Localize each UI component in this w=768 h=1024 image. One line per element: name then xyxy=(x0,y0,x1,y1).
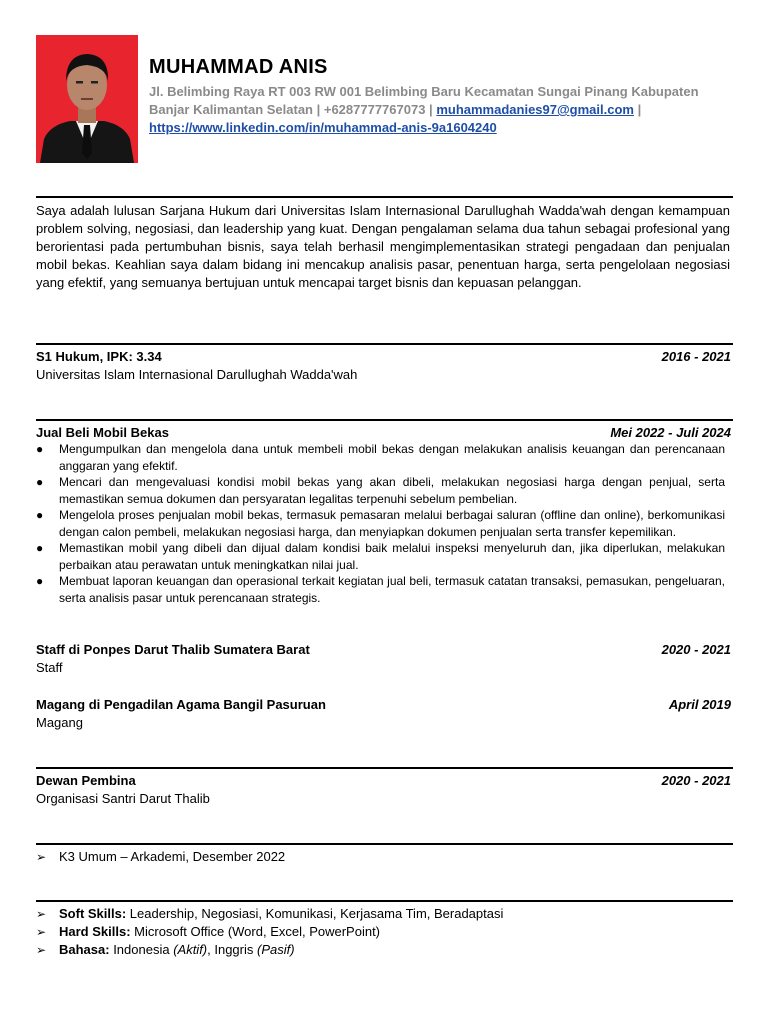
experience-row xyxy=(36,696,731,714)
experience-title: Jual Beli Mobil Bekas xyxy=(36,425,169,440)
certification-text: K3 Umum – Arkademi, Desember 2022 xyxy=(59,849,286,864)
list-item xyxy=(36,573,725,606)
organization-name: Organisasi Santri Darut Thalib xyxy=(36,791,210,806)
skill-value: Leadership, Negosiasi, Komunikasi, Kerjasama Tim, Beradaptasi xyxy=(126,906,504,921)
bullet-dot-icon: ● xyxy=(36,475,44,489)
bullet-text: Mengumpulkan dan mengelola dana untuk membeli mobil bekas dengan melakukan analisis keuangan dan perencanaan anggaran yang efektif. xyxy=(59,442,725,473)
certification-list xyxy=(36,848,726,866)
skill-label: Bahasa: xyxy=(59,942,110,957)
organization-row xyxy=(36,772,731,790)
section-divider xyxy=(36,767,733,769)
summary-paragraph: Saya adalah lulusan Sarjana Hukum dari Universitas Islam Internasional Darullughah Wadda'wah dengan kemampuan problem solving, negosiasi, dan leadership yang kuat. Dengan pengalaman selama dua tahun sebagai profesional yang berorientasi pada pertumbuhan bisnis, saya telah berhasil mengimplementasikan strategi pengadaan dan penjualan mobil bekas. Keahlian saya dalam bidang ini mencakup analisis pasar, penentuan harga, serta pengelolaan negosiasi yang efektif, yang semuanya bertujuan untuk mencapai target bisnis dan kepuasan pelanggan. xyxy=(36,203,730,290)
experience-period: 2020 - 2021 xyxy=(661,642,731,657)
skill-value: Microsoft Office (Word, Excel, PowerPoint) xyxy=(130,924,381,939)
experience-period: Mei 2022 - Juli 2024 xyxy=(610,425,731,440)
organization-period: 2020 - 2021 xyxy=(661,773,731,788)
bullet-dot-icon: ● xyxy=(36,574,44,588)
email-link[interactable]: muhammadanies97@gmail.com xyxy=(436,102,634,117)
address-line: Jl. Belimbing Raya RT 003 RW 001 Belimbing Baru Kecamatan Sungai Pinang Kabupaten xyxy=(149,84,699,99)
profile-photo xyxy=(36,35,138,163)
contact-block xyxy=(149,83,719,137)
list-item xyxy=(36,507,725,540)
language-level: (Pasif) xyxy=(257,942,295,957)
section-divider xyxy=(36,419,733,421)
education-row xyxy=(36,348,731,366)
bullet-dot-icon: ● xyxy=(36,541,44,555)
experience-title: Staff di Ponpes Darut Thalib Sumatera Barat xyxy=(36,642,310,657)
list-item xyxy=(36,923,726,941)
arrow-bullet-icon: ➢ xyxy=(36,907,47,921)
address-phone-text: Banjar Kalimantan Selatan | +6287777767073 | xyxy=(149,102,433,117)
skill-label: Soft Skills: xyxy=(59,906,127,921)
skills-list xyxy=(36,905,726,959)
section-divider xyxy=(36,843,733,845)
section-divider xyxy=(36,196,733,198)
experience-row xyxy=(36,424,731,442)
experience-bullets xyxy=(36,441,725,606)
arrow-bullet-icon: ➢ xyxy=(36,925,47,939)
arrow-bullet-icon: ➢ xyxy=(36,943,47,957)
list-item xyxy=(36,441,725,474)
experience-row xyxy=(36,641,731,659)
contact-separator: | xyxy=(637,102,642,117)
bullet-text: Memastikan mobil yang dibeli dan dijual dalam kondisi baik melalui inspeksi menyeluruh dan, jika diperlukan, melakukan perbaikan atau perawatan untuk meningkatkan nilai jual. xyxy=(59,541,725,572)
bullet-text: Mencari dan mengevaluasi kondisi mobil bekas yang akan dibeli, melakukan negosiasi harga dengan penjual, serta memastikan semua dokumen dan persyaratan legalitas terpenuhi sebelum pembelian. xyxy=(59,475,725,506)
bullet-text: Membuat laporan keuangan dan operasional terkait kegiatan jual beli, termasuk catatan transaksi, pemasukan, pengeluaran, serta analisis pasar untuk perencanaan strategis. xyxy=(59,574,725,605)
experience-role: Staff xyxy=(36,660,63,675)
section-divider xyxy=(36,900,733,902)
bullet-dot-icon: ● xyxy=(36,442,44,456)
address-phone-line xyxy=(149,101,719,119)
experience-role: Magang xyxy=(36,715,83,730)
language-name: Indonesia xyxy=(109,942,174,957)
organization-title: Dewan Pembina xyxy=(36,773,136,788)
person-portrait-icon xyxy=(36,35,138,163)
list-item xyxy=(36,905,726,923)
education-period: 2016 - 2021 xyxy=(661,349,731,364)
section-divider xyxy=(36,343,733,345)
candidate-name: MUHAMMAD ANIS xyxy=(149,56,328,78)
list-item xyxy=(36,474,725,507)
bullet-dot-icon: ● xyxy=(36,508,44,522)
education-degree: S1 Hukum, IPK: 3.34 xyxy=(36,349,162,364)
experience-title: Magang di Pengadilan Agama Bangil Pasuruan xyxy=(36,697,326,712)
education-school: Universitas Islam Internasional Darullughah Wadda'wah xyxy=(36,367,358,382)
list-item xyxy=(36,941,726,959)
list-item xyxy=(36,848,726,866)
language-name: , Inggris xyxy=(207,942,257,957)
linkedin-line xyxy=(149,119,719,137)
skill-label: Hard Skills: xyxy=(59,924,131,939)
linkedin-link[interactable]: https://www.linkedin.com/in/muhammad-anis-9a1604240 xyxy=(149,120,497,135)
language-level: (Aktif) xyxy=(173,942,208,957)
arrow-bullet-icon: ➢ xyxy=(36,850,47,864)
bullet-text: Mengelola proses penjualan mobil bekas, termasuk pemasaran melalui berbagai saluran (offline dan online), berkomunikasi dengan calon pembeli, melakukan negosiasi harga, dan menyiapkan dokumen penjualan serta transfer kepemilikan. xyxy=(59,508,725,539)
experience-period: April 2019 xyxy=(668,697,731,712)
list-item xyxy=(36,540,725,573)
